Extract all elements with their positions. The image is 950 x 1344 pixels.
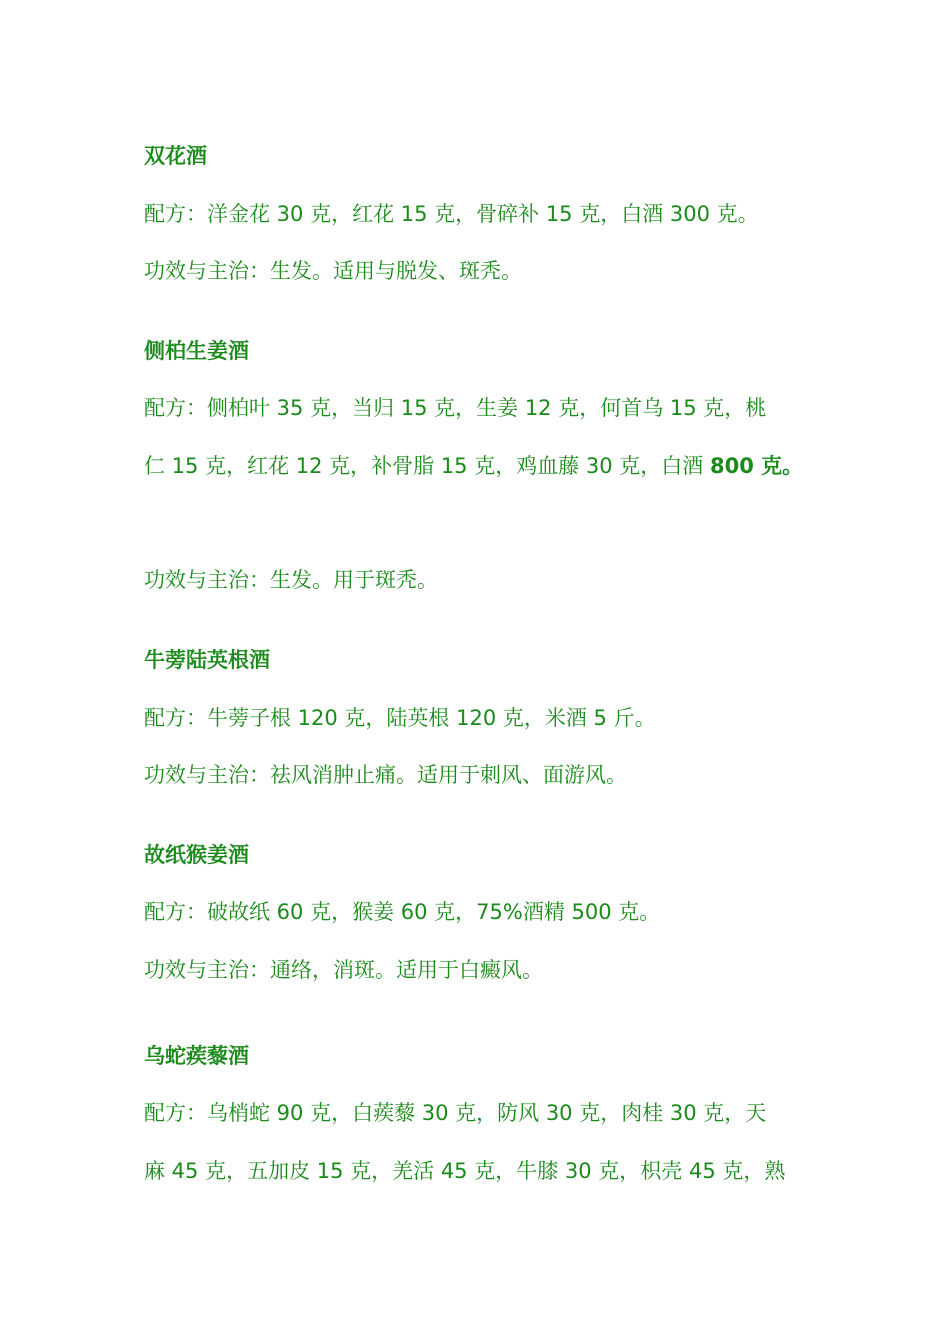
recipe-formula-line-1: 配方：乌梢蛇 90 克，白蒺藜 30 克，防风 30 克，肉桂 30 克，天 (144, 1101, 767, 1125)
recipe-effect: 功效与主治：生发。用于斑秃。 (144, 568, 438, 592)
recipe-formula: 配方：牛蒡子根 120 克，陆英根 120 克，米酒 5 斤。 (144, 706, 656, 730)
recipe-formula-line-2-text: 仁 15 克，红花 12 克，补骨脂 15 克，鸡血藤 30 克，白酒 (144, 454, 710, 478)
recipe-effect: 功效与主治：通络，消斑。适用于白癜风。 (144, 958, 543, 982)
recipe-title: 双花酒 (144, 144, 207, 168)
recipe-effect: 功效与主治：生发。适用与脱发、斑秃。 (144, 259, 522, 283)
recipe-title: 故纸猴姜酒 (144, 843, 249, 867)
recipe-formula-line-2 (144, 452, 803, 480)
recipe-title: 牛蒡陆英根酒 (144, 648, 270, 672)
recipe-effect: 功效与主治：祛风消肿止痛。适用于刺风、面游风。 (144, 763, 627, 787)
recipe-title: 侧柏生姜酒 (144, 339, 249, 363)
recipe-formula-line-2: 麻 45 克，五加皮 15 克，羌活 45 克，牛膝 30 克，枳壳 45 克，熟 (144, 1159, 786, 1183)
recipe-title: 乌蛇蒺藜酒 (144, 1044, 249, 1068)
recipe-formula: 配方：破故纸 60 克，猴姜 60 克，75%酒精 500 克。 (144, 900, 661, 924)
recipe-formula: 配方：洋金花 30 克，红花 15 克，骨碎补 15 克，白酒 300 克。 (144, 202, 759, 226)
recipe-formula-line-1: 配方：侧柏叶 35 克，当归 15 克，生姜 12 克，何首乌 15 克，桃 (144, 396, 767, 420)
recipe-formula-line-2-bold: 800 克。 (709, 454, 804, 478)
